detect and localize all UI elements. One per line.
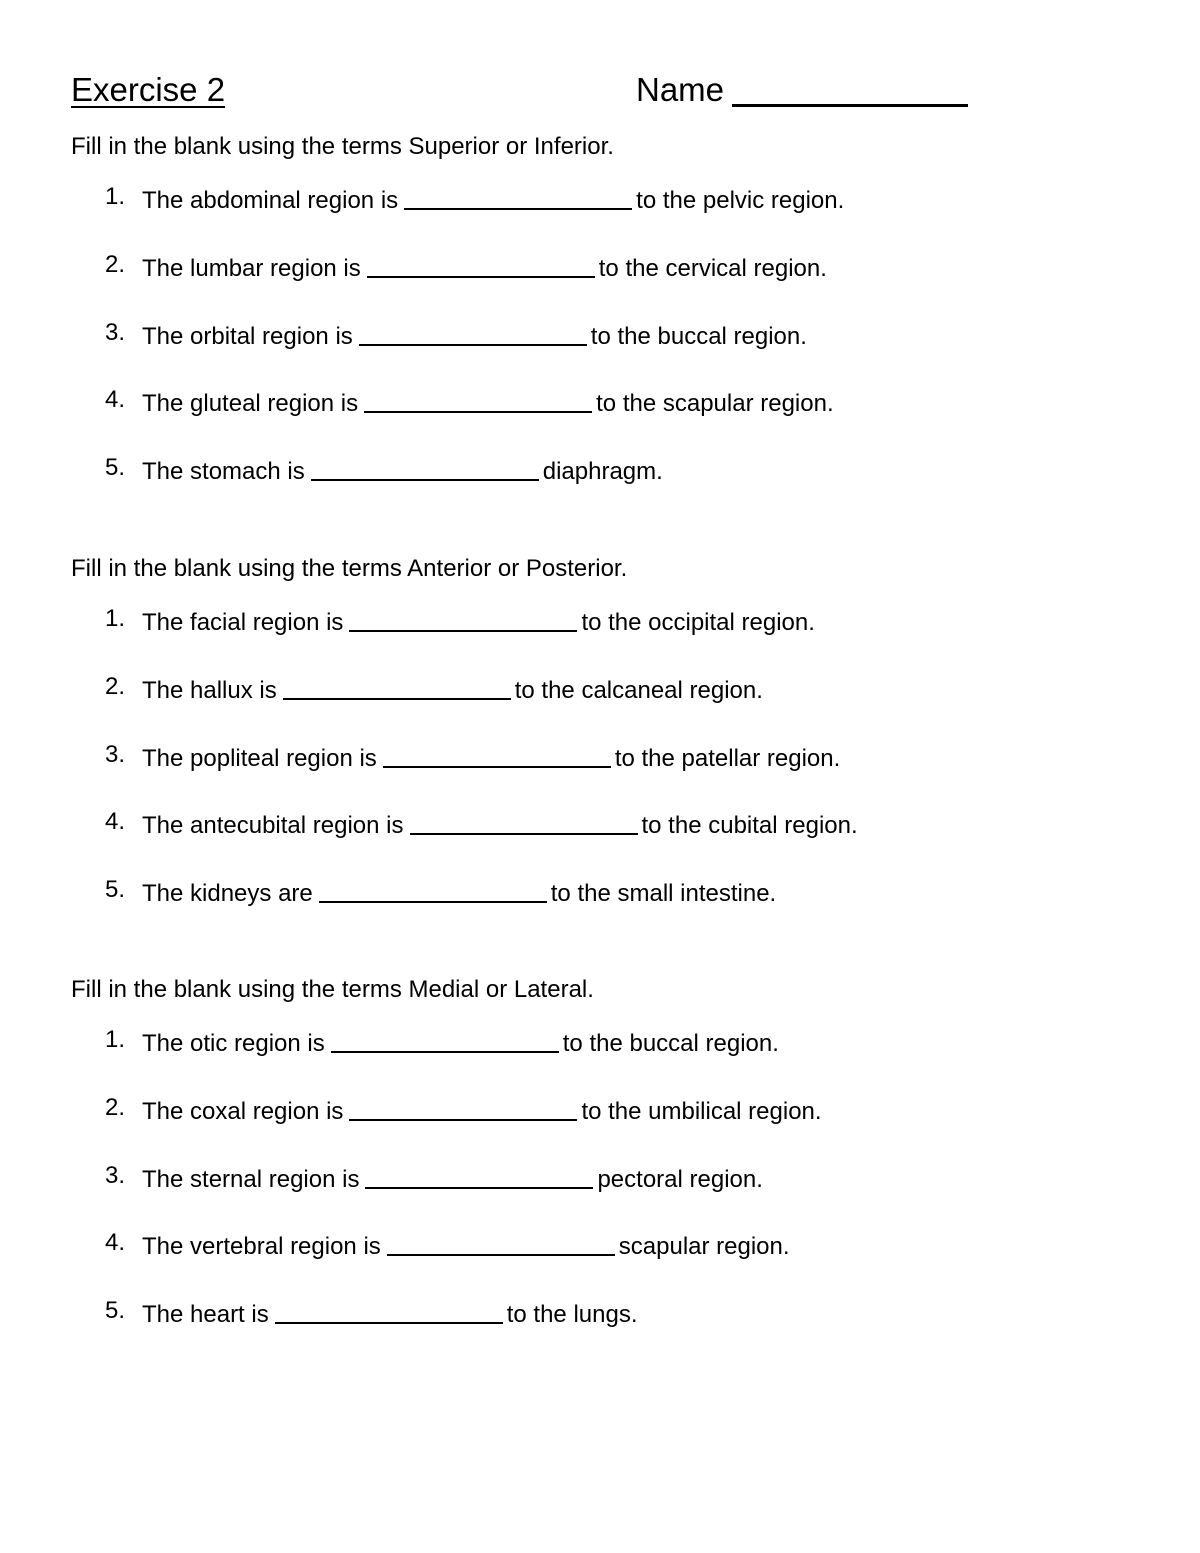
question-text-after: to the cervical region. <box>598 254 827 282</box>
question-item <box>71 1296 1131 1364</box>
answer-blank[interactable] <box>275 1298 503 1324</box>
question-item <box>71 385 1131 453</box>
question-text-before: The abdominal region is <box>142 187 399 214</box>
question-text-before: The otic region is <box>142 1030 325 1057</box>
question-text <box>142 453 663 487</box>
question-number: 3. <box>105 740 126 768</box>
question-text-after: to the calcaneal region. <box>514 676 763 704</box>
question-text <box>142 1296 638 1330</box>
question-number: 3. <box>105 1161 126 1189</box>
question-text-after: to the occipital region. <box>581 609 815 636</box>
answer-blank[interactable] <box>349 1095 577 1121</box>
answer-blank[interactable] <box>359 320 587 346</box>
question-text <box>142 875 776 909</box>
question-number: 4. <box>105 386 126 414</box>
question-item <box>71 875 1131 943</box>
question-text-before: The vertebral region is <box>142 1233 381 1261</box>
question-text <box>142 182 844 216</box>
answer-blank[interactable] <box>404 184 632 210</box>
question-item <box>71 1228 1131 1296</box>
question-text-before: The gluteal region is <box>142 390 359 418</box>
answer-blank[interactable] <box>365 1163 593 1189</box>
question-number: 1. <box>105 605 126 632</box>
section-medial-lateral <box>71 975 1131 1364</box>
question-text-before: The antecubital region is <box>142 812 404 840</box>
answer-blank[interactable] <box>387 1230 615 1256</box>
question-text-after: scapular region. <box>618 1233 790 1261</box>
answer-blank[interactable] <box>331 1027 559 1053</box>
question-number: 1. <box>105 183 126 210</box>
question-item <box>71 182 1131 250</box>
question-text-after: to the patellar region. <box>614 744 841 772</box>
question-list <box>71 1025 1131 1364</box>
question-item <box>71 1093 1131 1161</box>
name-label: Name <box>636 71 725 108</box>
question-text <box>142 1025 779 1059</box>
question-text-after: diaphragm. <box>542 458 663 485</box>
question-text-after: pectoral region. <box>597 1165 763 1193</box>
question-text-before: The stomach is <box>142 458 305 485</box>
answer-blank[interactable] <box>383 742 611 768</box>
answer-blank[interactable] <box>349 606 577 632</box>
question-number: 2. <box>105 250 126 278</box>
question-text <box>142 250 827 284</box>
answer-blank[interactable] <box>311 455 539 481</box>
question-number: 2. <box>105 1093 126 1121</box>
question-number: 4. <box>105 1229 126 1257</box>
section-instruction: Fill in the blank using the terms Superior or Inferior. <box>71 133 614 160</box>
question-list <box>71 182 1131 521</box>
question-text <box>142 1161 763 1195</box>
question-number: 5. <box>105 1297 126 1324</box>
question-text-before: The hallux is <box>142 676 277 704</box>
question-text-before: The sternal region is <box>142 1165 360 1193</box>
name-blank[interactable] <box>732 70 968 107</box>
worksheet-header <box>71 70 1071 116</box>
question-text <box>142 604 815 638</box>
question-text-after: to the scapular region. <box>596 390 834 418</box>
answer-blank[interactable] <box>410 809 638 835</box>
question-item <box>71 604 1131 672</box>
answer-blank[interactable] <box>364 387 592 413</box>
question-text-after: to the buccal region. <box>590 322 807 350</box>
answer-blank[interactable] <box>319 877 547 903</box>
question-text-before: The kidneys are <box>142 880 313 907</box>
question-text-after: to the cubital region. <box>641 812 858 840</box>
question-text-after: to the umbilical region. <box>581 1097 822 1125</box>
question-item <box>71 740 1131 808</box>
answer-blank[interactable] <box>283 674 511 700</box>
question-text-after: to the small intestine. <box>550 880 777 907</box>
question-item <box>71 453 1131 521</box>
question-text <box>142 1093 822 1127</box>
question-text <box>142 318 807 352</box>
question-item <box>71 807 1131 875</box>
question-text-before: The lumbar region is <box>142 254 361 282</box>
name-field <box>636 70 968 110</box>
question-list <box>71 604 1131 943</box>
question-number: 5. <box>105 876 126 903</box>
question-text-after: to the lungs. <box>506 1301 638 1328</box>
question-text-before: The heart is <box>142 1301 269 1328</box>
question-text <box>142 807 858 841</box>
question-item <box>71 1161 1131 1229</box>
question-number: 1. <box>105 1026 126 1053</box>
section-superior-inferior <box>71 132 1131 521</box>
question-text <box>142 672 763 706</box>
question-item <box>71 318 1131 386</box>
question-text-before: The facial region is <box>142 609 344 636</box>
question-item <box>71 672 1131 740</box>
question-text <box>142 1228 790 1262</box>
section-instruction: Fill in the blank using the terms Medial or Lateral. <box>71 976 594 1003</box>
question-item <box>71 250 1131 318</box>
question-text-after: to the pelvic region. <box>636 187 845 214</box>
question-number: 2. <box>105 672 126 700</box>
section-instruction: Fill in the blank using the terms Anterior or Posterior. <box>71 555 628 582</box>
section-anterior-posterior <box>71 554 1131 943</box>
question-text-before: The orbital region is <box>142 322 353 350</box>
question-number: 3. <box>105 318 126 346</box>
question-text-before: The popliteal region is <box>142 744 377 772</box>
question-item <box>71 1025 1131 1093</box>
question-number: 5. <box>105 454 126 481</box>
question-text <box>142 385 834 419</box>
page-title: Exercise 2 <box>71 71 226 108</box>
question-number: 4. <box>105 808 126 836</box>
question-text <box>142 740 840 774</box>
question-text-after: to the buccal region. <box>562 1030 779 1057</box>
question-text-before: The coxal region is <box>142 1097 344 1125</box>
answer-blank[interactable] <box>367 252 595 278</box>
